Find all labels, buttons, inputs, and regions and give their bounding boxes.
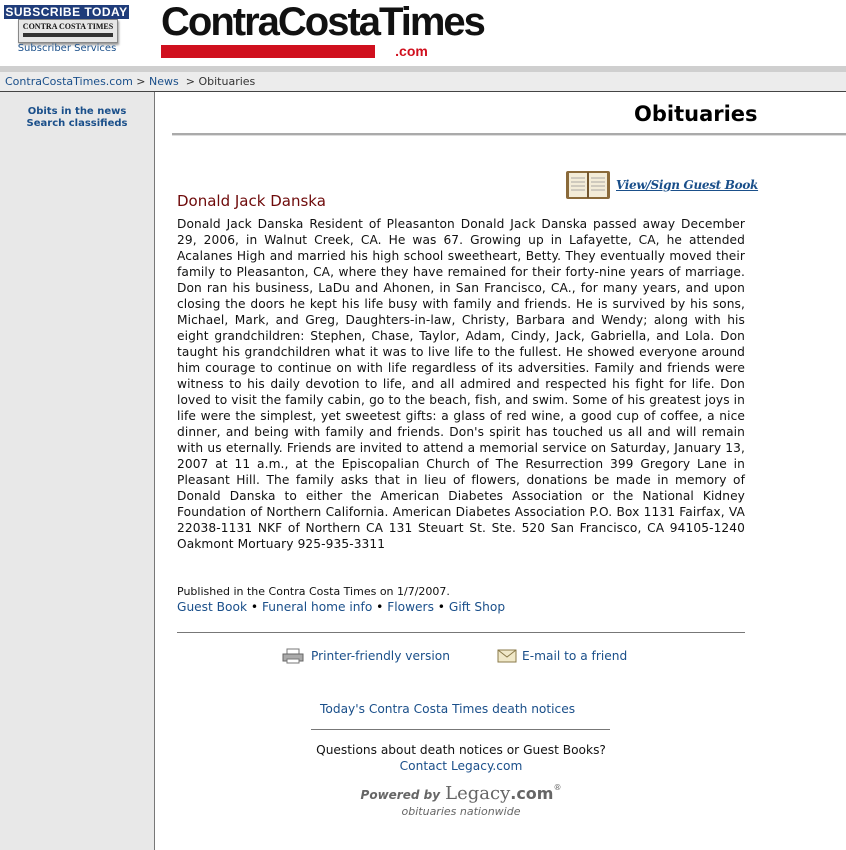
- link-separator: •: [250, 600, 259, 614]
- sidebar-item-search-classifieds[interactable]: Search classifieds: [26, 118, 128, 129]
- logo-wordmark: ContraCostaTimes: [161, 0, 484, 44]
- obituary-name: Donald Jack Danska: [177, 192, 326, 210]
- email-to-friend-link[interactable]: E-mail to a friend: [522, 649, 628, 663]
- obituary-text: Donald Jack Danska Resident of Pleasanton Donald Jack Danska passed away December 29, 2006, in Walnut Creek, CA. He was 67. Growing up in Lafayette, CA, he attended Acalanes High and married his high school sweetheart, Betty. They eventually moved their family to Pleasanton, CA, where they have remained for their forty-nine years of marriage. Don ran his business, LaDu and Ahonen, in San Francisco, CA., for many years, and upon closing the doors he kept his life busy with family and friends. He is survived by his sons, Michael, Mark, and Greg, Daughters-in-law, Christy, Barbara and Wendy; along with his eight grandchildren: Stephen, Chase, Taylor, Adam, Cindy, Jack, Gabriella, and Lola. Don taught his grandchildren what it was to live life to the fullest. He showed everyone around him courage to continue on with life regardless of its adversities. Family and friends were witness to his daily devotion to life, and all admired and respected his fight for life. Don loved to visit the family cabin, go to the beach, fish, and swim. Some of his greatest joys in life were the simplest, yet sweetest gifts: a glass of red wine, a good cup of coffee, a nice dinner, and being with family and friends. Don's spirit has touched us all and will remain with us eternally. Friends are invited to attend a memorial service on Saturday, January 13, 2007 at 11 a.m., at the Episcopalian Church of The Resurrection 399 Gregory Lane in Pleasant Hill. The family asks that in lieu of flowers, donations be made in memory of Donald Danska to either the American Diabetes Association or the National Kidney Foundation of Northern California. American Diabetes Association P.O. Box 1131 Fairfax, VA 22038-1131 NKF of Northern CA 131 Steuart St. Ste. 520 San Francisco, CA 94105-1240 Oakmont Mortuary 925-935-3311: [177, 217, 745, 551]
- registered-mark: ®: [553, 783, 562, 792]
- guest-book-link[interactable]: Guest Book: [177, 600, 248, 614]
- envelope-icon[interactable]: [497, 649, 517, 663]
- link-separator: •: [376, 600, 384, 614]
- breadcrumb-separator: >: [136, 75, 146, 88]
- sidebar-item-obits-in-the-news[interactable]: Obits in the news: [27, 106, 127, 117]
- sidebar: [0, 92, 155, 850]
- published-note: Published in the Contra Costa Times on 1/7/2007.: [177, 585, 450, 598]
- footer-divider: [311, 729, 610, 730]
- legacy-tagline: obituaries nationwide: [401, 805, 521, 818]
- questions-text: Questions about death notices or Guest Books?: [316, 743, 606, 757]
- newspaper-thumbnail-title: CONTRA COSTA TIMES: [22, 22, 114, 31]
- subscriber-services-link[interactable]: Subscriber Services: [17, 43, 117, 54]
- breadcrumb: [0, 72, 846, 92]
- powered-by-label: Powered by: [360, 788, 441, 802]
- legacy-logo-com: .com: [510, 784, 554, 803]
- contact-legacy-wrapper: [177, 759, 745, 773]
- breadcrumb-separator: >: [185, 75, 195, 88]
- printer-icon[interactable]: [282, 648, 304, 664]
- logo-dotcom: .com: [375, 44, 448, 59]
- title-divider: [172, 133, 846, 136]
- subscribe-today-banner[interactable]: [4, 5, 129, 41]
- site-logo[interactable]: [161, 0, 484, 62]
- legacy-logo-text: Legacy: [445, 783, 511, 804]
- obituary-links: [177, 600, 505, 614]
- newspaper-thumbnail-icon: [18, 19, 118, 43]
- funeral-home-info-link[interactable]: Funeral home info: [261, 600, 373, 614]
- link-separator: •: [437, 600, 445, 614]
- guest-book-icon[interactable]: [565, 170, 611, 200]
- powered-by-legacy[interactable]: [177, 783, 745, 804]
- printer-friendly-link[interactable]: Printer-friendly version: [311, 649, 450, 663]
- flowers-link[interactable]: Flowers: [387, 600, 434, 614]
- breadcrumb-current: Obituaries: [198, 75, 256, 88]
- page-title: Obituaries: [634, 102, 758, 126]
- site-header: [0, 0, 846, 66]
- todays-death-notices-link[interactable]: Today's Contra Costa Times death notices: [320, 702, 576, 716]
- breadcrumb-news-link[interactable]: News: [149, 75, 179, 88]
- newspaper-thumbnail-headline: [23, 33, 113, 37]
- view-sign-guest-book-link[interactable]: View/Sign Guest Book: [616, 178, 759, 192]
- subscribe-banner-text: SUBSCRIBE TODAY: [5, 5, 128, 19]
- contact-legacy-link[interactable]: Contact Legacy.com: [399, 759, 523, 773]
- gift-shop-link[interactable]: Gift Shop: [448, 600, 506, 614]
- content-divider: [177, 632, 745, 633]
- breadcrumb-home-link[interactable]: ContraCostaTimes.com: [5, 75, 133, 88]
